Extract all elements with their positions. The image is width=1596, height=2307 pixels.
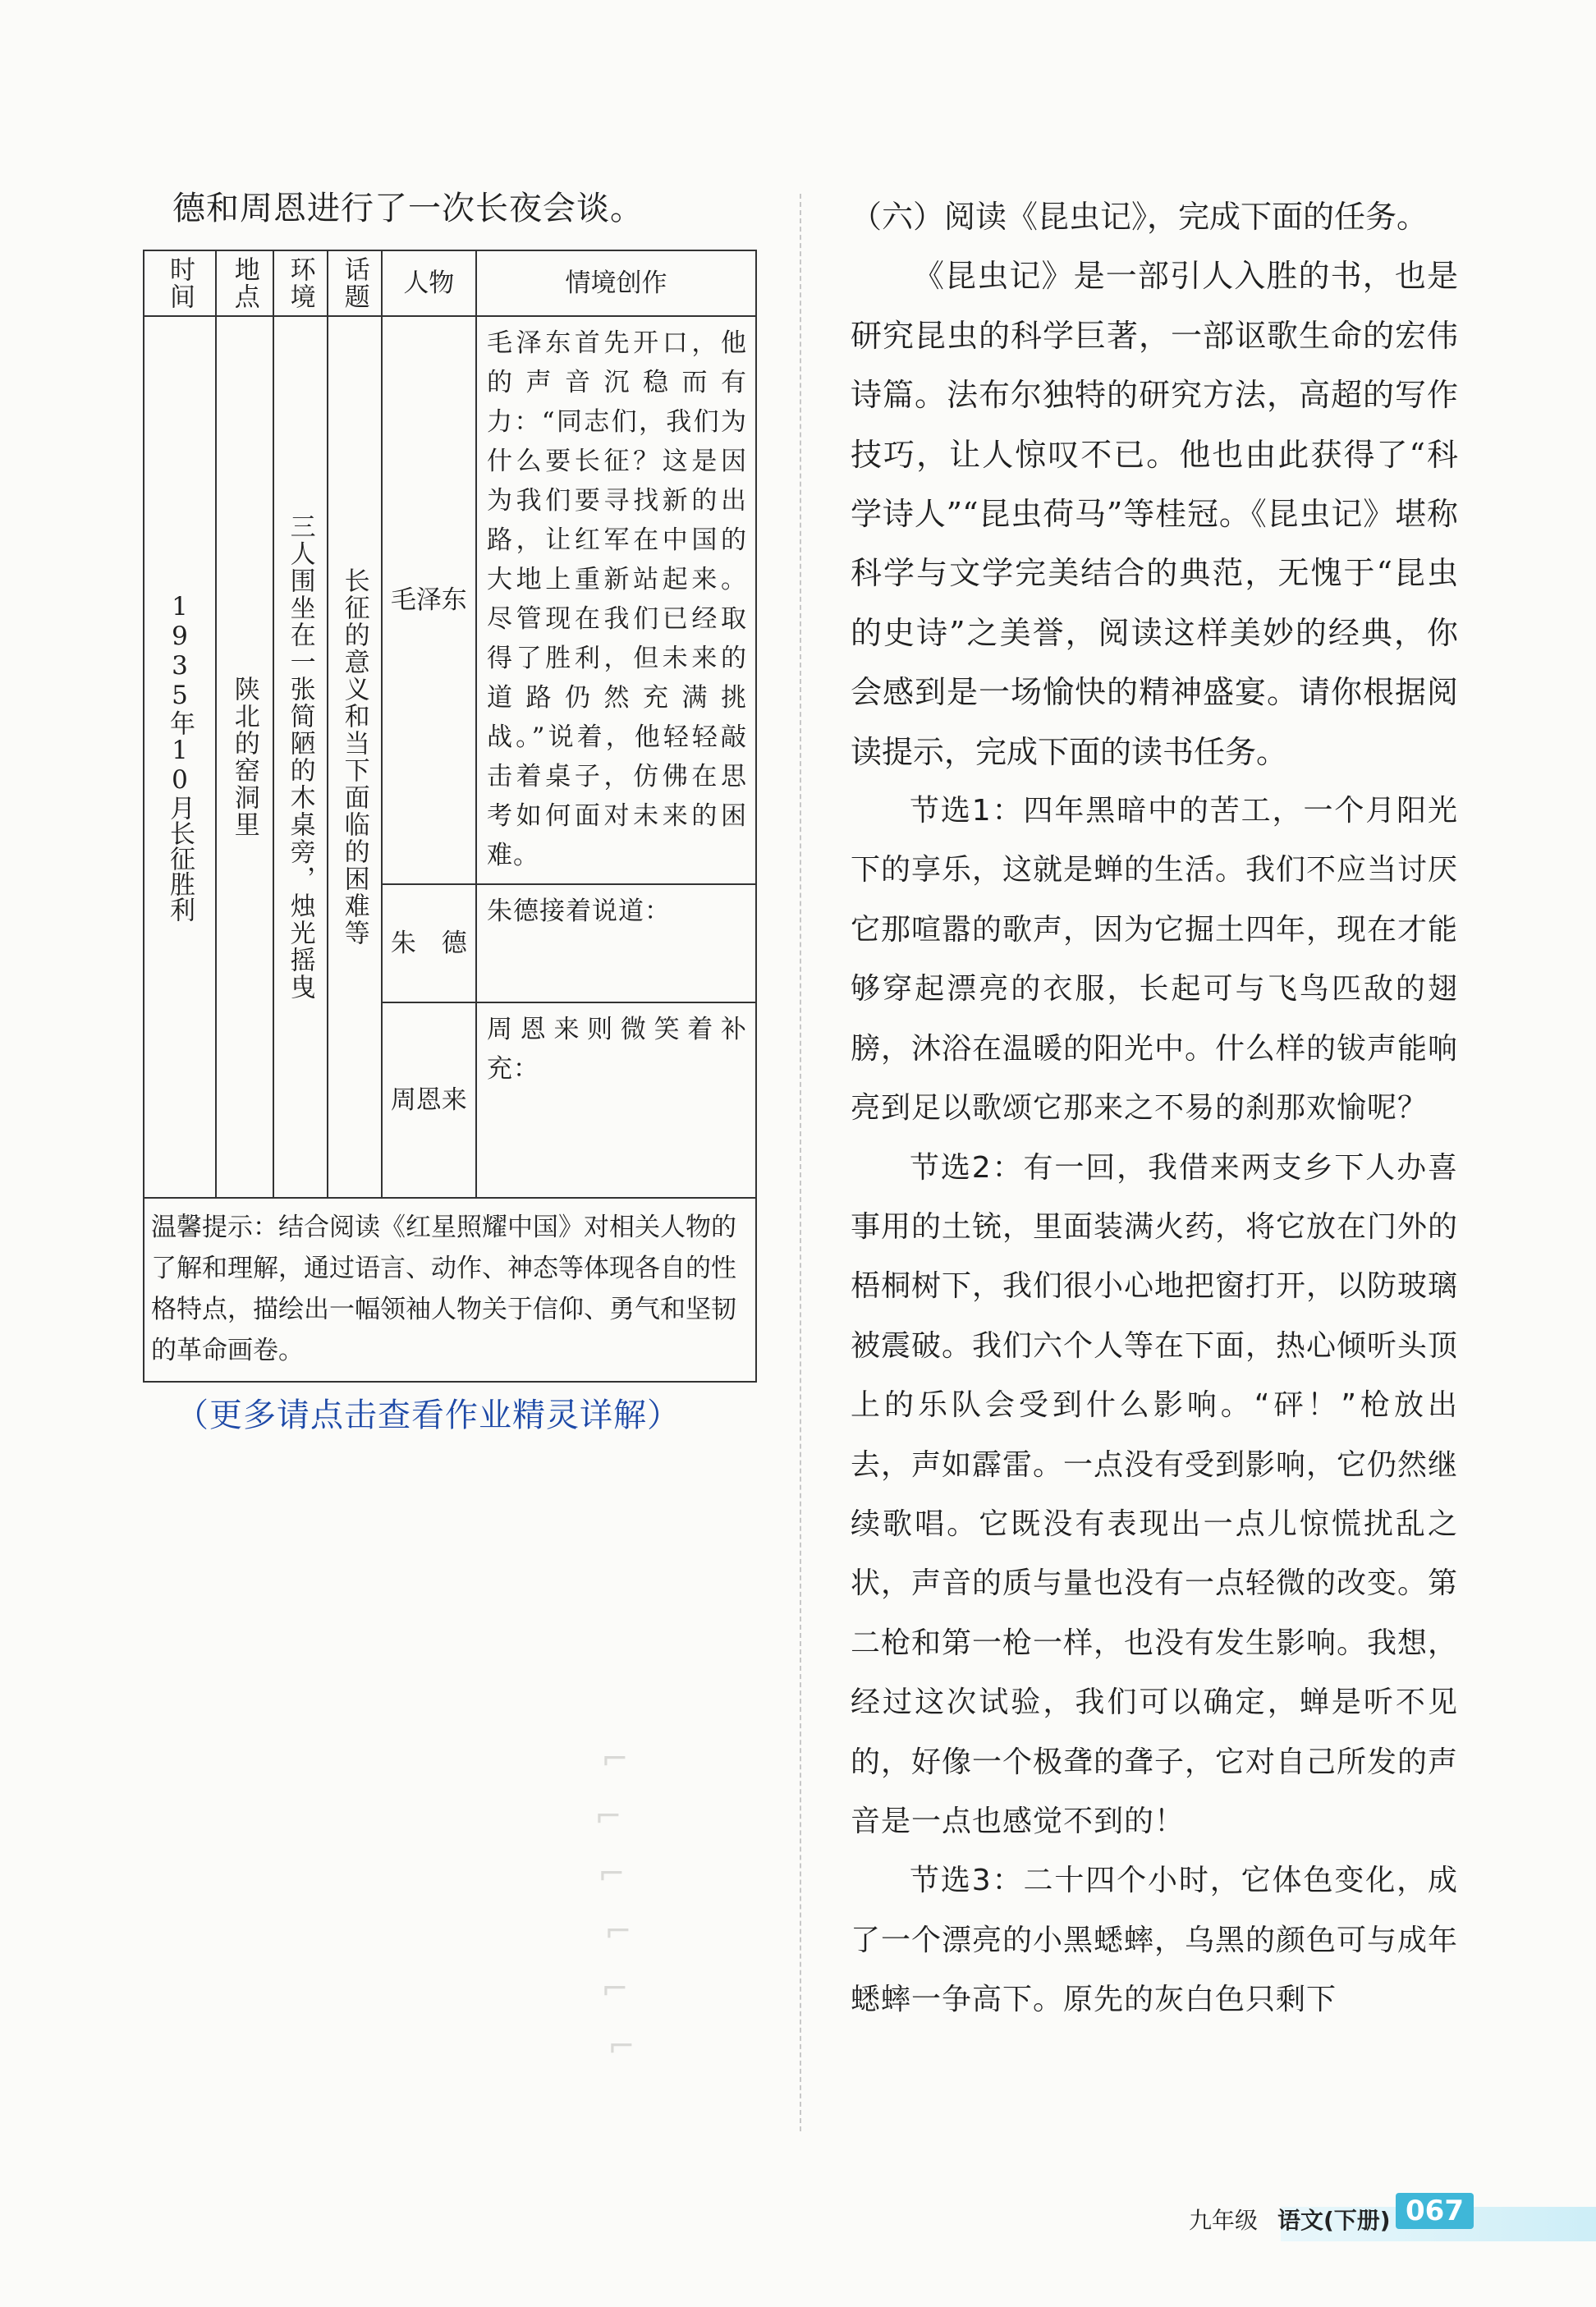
- column-divider: [800, 194, 801, 2131]
- table-header-row: [144, 250, 756, 316]
- cell-time: 1935年10月长征胜利: [144, 316, 216, 1198]
- cell-environment: 三人围坐在一张简陋的木桌旁，烛光摇曳: [273, 316, 328, 1198]
- show-through-mark: ⌐: [594, 1798, 622, 1836]
- reading-section: [851, 187, 1458, 2030]
- footer-grade: 九年级: [1189, 2207, 1259, 2234]
- section-intro: 《昆虫记》是一部引人入胜的书，也是研究昆虫的科学巨著，一部讴歌生命的宏伟诗篇。法布尔独特的研究方法，高超的写作技巧，让人惊叹不已。他也由此获得了“科学诗人”“昆虫荷马”等桂冠。《昆虫记》堪称科学与文学完美结合的典范，无愧于“昆虫的史诗”之美誉，阅读这样美妙的经典，你会感到是一场愉快的精神盛宴。请你根据阅读提示，完成下面的读书任务。: [851, 258, 1458, 770]
- cell-creation-mao: 毛泽东首先开口，他的声音沉稳而有力：“同志们，我们为什么要长征？这是因为我们要寻找新的出路，让红军在中国的大地上重新站起来。尽管现在我们已经取得了胜利，但未来的道路仍然充满挑战。”说着，他轻轻敲击着桌子，仿佛在思考如何面对未来的困难。: [476, 316, 756, 884]
- cell-creation-zhu[interactable]: 朱德接着说道：: [476, 884, 756, 1002]
- header-place: 地点: [216, 250, 273, 316]
- footer-subject: 语文(下册): [1277, 2207, 1391, 2234]
- page-number: 067: [1396, 2193, 1474, 2229]
- excerpt-3: 节选3：二十四个小时，它体色变化，成了一个漂亮的小黑蟋蟀，乌黑的颜色可与成年蟋蟀一争高下。原先的灰白色只剩下: [851, 1864, 1459, 2017]
- more-details-link[interactable]: （更多请点击查看作业精灵详解）: [176, 1397, 681, 1434]
- cell-creation-zhou[interactable]: 周恩来则微笑着补充：: [476, 1002, 756, 1198]
- excerpt-2: 节选2：有一回，我借来两支乡下人办喜事用的土铳，里面装满火药，将它放在门外的梧桐树下，我们很小心地把窗打开，以防玻璃被震破。我们六个人等在下面，热心倾听头顶上的乐队会受到什么影响。“砰！”枪放出去，声如霹雷。一点没有受到影响，它仍然继续歌唱。它既没有表现出一点儿惊慌扰乱之状，声音的质与量也没有一点轻微的改变。第二枪和第一枪一样，也没有发生影响。我想，经过这次试验，我们可以确定，蝉是听不见的，好像一个极聋的聋子，它对自己所发的声音是一点也感觉不到的！: [851, 1150, 1459, 1838]
- cell-person-zhou: 周恩来: [382, 1002, 476, 1198]
- table-tip-row: [144, 1198, 756, 1382]
- cell-person-zhu: 朱 德: [382, 884, 476, 1002]
- table-row-mao: [144, 316, 756, 884]
- show-through-mark: ⌐: [604, 1913, 632, 1951]
- header-creation: 情境创作: [476, 250, 756, 316]
- show-through-mark: ⌐: [598, 1855, 626, 1893]
- dialogue-creation-table: [143, 250, 757, 1383]
- header-topic: 话题: [328, 250, 382, 316]
- show-through-mark: ⌐: [601, 1741, 629, 1778]
- header-person: 人物: [382, 250, 476, 316]
- cell-place: 陕北的窑洞里: [216, 316, 273, 1198]
- cell-person-mao: 毛泽东: [382, 316, 476, 884]
- left-intro-line: 德和周恩进行了一次长夜会谈。: [172, 190, 644, 227]
- header-time: 时间: [144, 250, 216, 316]
- warm-tip: 温馨提示：结合阅读《红星照耀中国》对相关人物的了解和理解，通过语言、动作、神态等体现各自的性格特点，描绘出一幅领袖人物关于信仰、勇气和坚韧的革命画卷。: [144, 1198, 756, 1382]
- show-through-mark: ⌐: [601, 1970, 629, 2008]
- excerpt-1: 节选1：四年黑暗中的苦工，一个月阳光下的享乐，这就是蝉的生活。我们不应当讨厌它那喧嚣的歌声，因为它掘土四年，现在才能够穿起漂亮的衣服，长起可与飞鸟匹敌的翅膀，沐浴在温暖的阳光中。什么样的钹声能响亮到足以歌颂它那来之不易的刹那欢愉呢？: [851, 794, 1459, 1126]
- header-environment: 环境: [273, 250, 328, 316]
- show-through-mark: ⌐: [608, 2028, 635, 2066]
- section-heading: （六）阅读《昆虫记》，完成下面的任务。: [851, 199, 1429, 235]
- cell-topic: 长征的意义和当下面临的困难等: [328, 316, 382, 1198]
